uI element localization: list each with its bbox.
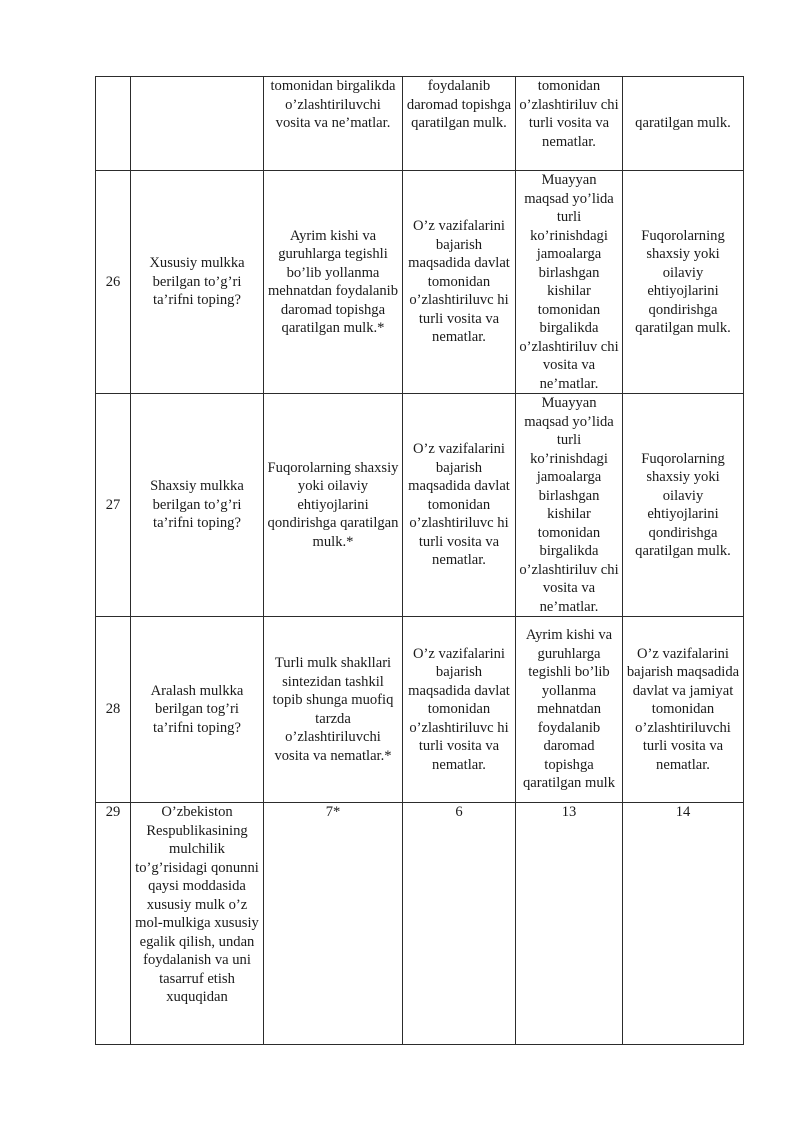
question-number: 29 bbox=[96, 803, 131, 1045]
answer-option-a: tomonidan birgalikda o’zlashtiriluvchi vosita va ne’matlar. bbox=[264, 77, 403, 171]
question-text: O’zbekiston Respublikasining mulchilik to’g’risidagi qonunni qaysi moddasida xususiy mulk o’z mol-mulkiga xususiy egalik qilish, undan foydalanish va uni tasarruf etish xuquqidan bbox=[131, 803, 264, 1045]
question-number: 28 bbox=[96, 617, 131, 803]
test-questions-table bbox=[95, 76, 744, 1045]
answer-option-c: Muayyan maqsad yo’lida turli ko’rinishdagi jamoalarga birlashgan kishilar tomonidan birgalikda o’zlashtiriluv chi vosita va ne’matlar. bbox=[516, 171, 623, 394]
answer-option-d: 14 bbox=[623, 803, 744, 1045]
answer-option-c: Ayrim kishi va guruhlarga tegishli bo’lib yollanma mehnatdan foydalanib daromad topishga qaratilgan mulk bbox=[516, 617, 623, 803]
answer-option-b: O’z vazifalarini bajarish maqsadida davlat tomonidan o’zlashtiriluvc hi turli vosita va nematlar. bbox=[403, 171, 516, 394]
answer-option-c: 13 bbox=[516, 803, 623, 1045]
table-row bbox=[96, 617, 744, 803]
table-row bbox=[96, 394, 744, 617]
answer-option-d: Fuqorolarning shaxsiy yoki oilaviy ehtiyojlarini qondirishga qaratilgan mulk. bbox=[623, 171, 744, 394]
answer-option-d: qaratilgan mulk. bbox=[623, 77, 744, 171]
answer-option-a: Turli mulk shakllari sintezidan tashkil topib shunga muofiq tarzda o’zlashtiriluvchi vosita va nematlar.* bbox=[264, 617, 403, 803]
answer-option-b: O’z vazifalarini bajarish maqsadida davlat tomonidan o’zlashtiriluvc hi turli vosita va nematlar. bbox=[403, 394, 516, 617]
table-row bbox=[96, 171, 744, 394]
answer-option-d: Fuqorolarning shaxsiy yoki oilaviy ehtiyojlarini qondirishga qaratilgan mulk. bbox=[623, 394, 744, 617]
answer-option-a: 7* bbox=[264, 803, 403, 1045]
answer-option-b: 6 bbox=[403, 803, 516, 1045]
table-row bbox=[96, 77, 744, 171]
question-text: Aralash mulkka berilgan tog’ri ta’rifni toping? bbox=[131, 617, 264, 803]
answer-option-b: O’z vazifalarini bajarish maqsadida davlat tomonidan o’zlashtiriluvc hi turli vosita va nematlar. bbox=[403, 617, 516, 803]
answer-option-c: tomonidan o’zlashtiriluv chi turli vosita va nematlar. bbox=[516, 77, 623, 171]
answer-option-c: Muayyan maqsad yo’lida turli ko’rinishdagi jamoalarga birlashgan kishilar tomonidan birgalikda o’zlashtiriluv chi vosita va ne’matlar. bbox=[516, 394, 623, 617]
question-text: Shaxsiy mulkka berilgan to’g’ri ta’rifni toping? bbox=[131, 394, 264, 617]
question-text: Xususiy mulkka berilgan to’g’ri ta’rifni toping? bbox=[131, 171, 264, 394]
answer-option-d: O’z vazifalarini bajarish maqsadida davlat va jamiyat tomonidan o’zlashtiriluvchi turli vosita va nematlar. bbox=[623, 617, 744, 803]
question-number: 27 bbox=[96, 394, 131, 617]
question-number: 26 bbox=[96, 171, 131, 394]
answer-option-a: Fuqorolarning shaxsiy yoki oilaviy ehtiyojlarini qondirishga qaratilgan mulk.* bbox=[264, 394, 403, 617]
answer-option-b: foydalanib daromad topishga qaratilgan mulk. bbox=[403, 77, 516, 171]
table-row bbox=[96, 803, 744, 1045]
question-number bbox=[96, 77, 131, 171]
question-text bbox=[131, 77, 264, 171]
answer-option-a: Ayrim kishi va guruhlarga tegishli bo’lib yollanma mehnatdan foydalanib daromad topishga qaratilgan mulk.* bbox=[264, 171, 403, 394]
